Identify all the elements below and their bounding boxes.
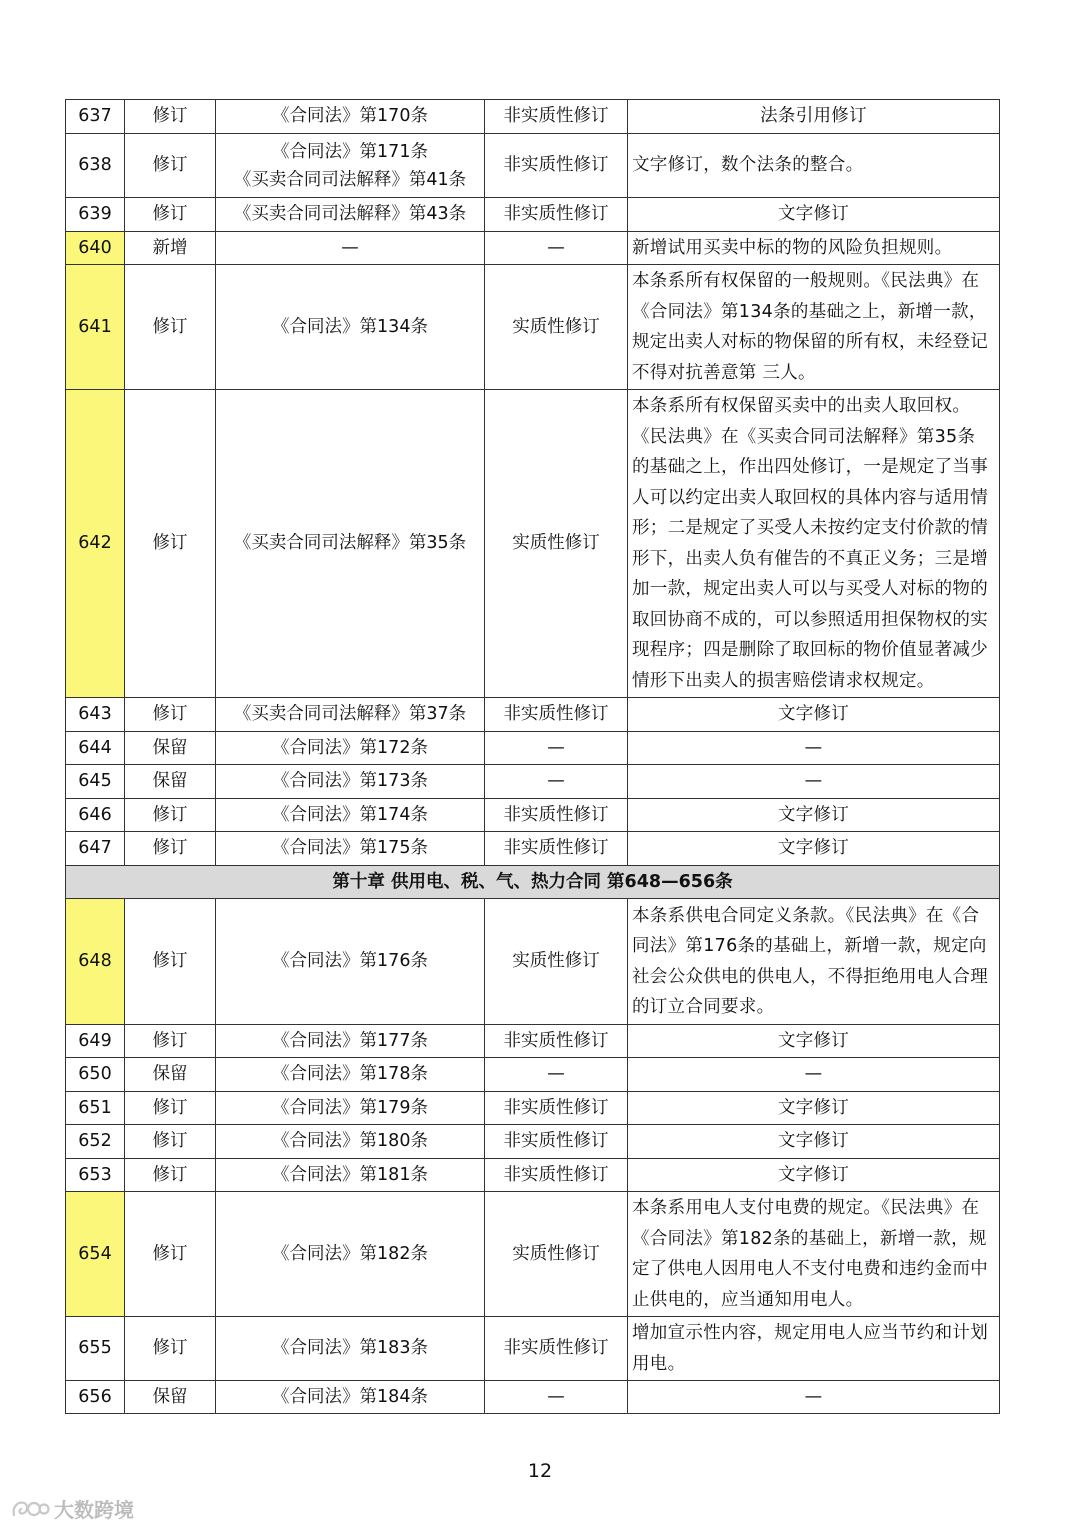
source-cell [216, 1381, 485, 1414]
action-cell: 新增 [125, 232, 216, 265]
description-line: 现程序；四是删除了取回标的物价值显著减少 [632, 640, 988, 660]
source-cell [216, 732, 485, 765]
table-row [66, 1092, 1000, 1125]
table-row [66, 698, 1000, 732]
table-row [66, 100, 1000, 134]
description-cell [628, 1317, 1000, 1381]
source-cell [216, 265, 485, 390]
description-line: 法条引用修订 [760, 106, 867, 127]
action-cell: 修订 [125, 899, 216, 1025]
description-line: 加一款，规定出卖人可以与买受人对标的物的 [632, 579, 988, 599]
table-row [66, 732, 1000, 765]
description-line: 文字修订 [777, 1030, 850, 1051]
description-line: — [804, 771, 823, 792]
description-line: 本条系供电合同定义条款。《民法典》在《合 [632, 905, 980, 926]
table-row [66, 1025, 1000, 1058]
law-comparison-table [65, 99, 1000, 1414]
article-number: 642 [66, 390, 125, 698]
source-cell [216, 1125, 485, 1159]
revision-type-cell: 非实质性修订 [485, 1125, 628, 1159]
table-row [66, 1317, 1000, 1381]
revision-type-cell: 非实质性修订 [485, 198, 628, 232]
description-cell [628, 1025, 1000, 1058]
description-line: 增加宣示性内容，规定用电人应当节约和计划 [632, 1323, 988, 1343]
description-line: 文字修订 [777, 204, 850, 225]
description-cell [628, 1159, 1000, 1192]
table-row [66, 134, 1000, 198]
description-line: 形下，出卖人负有催告的不真正义务；三是增 [632, 548, 988, 569]
table-row [66, 899, 1000, 1025]
table-row [66, 799, 1000, 832]
description-line: — [804, 737, 823, 758]
source-cell [216, 832, 485, 866]
article-number: 653 [66, 1159, 125, 1192]
table-body [66, 100, 1000, 1414]
description-line: 本条系用电人支付电费的规定。《民法典》在 [632, 1198, 980, 1218]
action-cell: 修订 [125, 265, 216, 390]
article-number: 650 [66, 1058, 125, 1092]
description-line: 不得对抗善意第 三人。 [632, 362, 816, 383]
source-line: 《合同法》第183条 [272, 1338, 428, 1359]
description-line: — [804, 1386, 823, 1407]
description-cell [628, 799, 1000, 832]
description-line: — [804, 1064, 823, 1085]
action-cell: 修订 [125, 832, 216, 866]
revision-type-cell: 非实质性修订 [485, 832, 628, 866]
source-line: 《合同法》第172条 [272, 737, 428, 758]
revision-type-cell: 实质性修订 [485, 1192, 628, 1317]
action-cell: 保留 [125, 765, 216, 799]
description-line: 规定出卖人对标的物保留的所有权，未经登记 [632, 332, 988, 352]
description-cell [628, 100, 1000, 134]
action-cell: 修订 [125, 390, 216, 698]
action-cell: 修订 [125, 1159, 216, 1192]
article-number: 651 [66, 1092, 125, 1125]
source-line: 《合同法》第173条 [272, 771, 428, 792]
source-cell [216, 390, 485, 698]
description-line: 《合同法》第182条的基础上，新增一款，规 [632, 1228, 987, 1249]
article-number: 646 [66, 799, 125, 832]
source-line: 《买卖合同司法解释》第41条 [233, 169, 467, 190]
description-line: 人可以约定出卖人取回权的具体内容与适用情 [632, 487, 988, 508]
action-cell: 修订 [125, 1025, 216, 1058]
source-line: 《合同法》第171条 [272, 141, 428, 162]
table-row [66, 1159, 1000, 1192]
description-line: 文字修订 [777, 1164, 850, 1185]
source-line: 《合同法》第134条 [272, 316, 428, 337]
table-row [66, 832, 1000, 866]
description-cell [628, 1125, 1000, 1159]
description-cell [628, 265, 1000, 390]
chapter-header-row [66, 866, 1000, 899]
article-number: 652 [66, 1125, 125, 1159]
article-number: 647 [66, 832, 125, 866]
revision-type-cell: 非实质性修订 [485, 799, 628, 832]
revision-type-cell: — [485, 232, 628, 265]
description-cell [628, 1058, 1000, 1092]
description-cell [628, 134, 1000, 198]
article-number: 638 [66, 134, 125, 198]
table-row [66, 232, 1000, 265]
revision-type-cell: — [485, 732, 628, 765]
source-line: 《合同法》第182条 [272, 1243, 428, 1264]
description-line: 取回协商不成的，可以参照适用担保物权的实 [632, 609, 988, 630]
article-number: 640 [66, 232, 125, 265]
action-cell: 保留 [125, 732, 216, 765]
source-cell [216, 765, 485, 799]
description-line: 止供电的，应当通知用电人。 [632, 1289, 864, 1310]
description-cell [628, 1092, 1000, 1125]
description-cell [628, 832, 1000, 866]
article-number: 648 [66, 899, 125, 1025]
source-cell [216, 198, 485, 232]
description-line: 的基础之上，作出四处修订，一是规定了当事 [632, 457, 988, 477]
description-cell [628, 390, 1000, 698]
description-cell [628, 198, 1000, 232]
action-cell: 修订 [125, 1125, 216, 1159]
revision-type-cell: 非实质性修订 [485, 1092, 628, 1125]
source-cell [216, 1025, 485, 1058]
source-cell [216, 1159, 485, 1192]
description-cell [628, 232, 1000, 265]
description-cell [628, 765, 1000, 799]
source-cell [216, 100, 485, 134]
description-line: 同法》第176条的基础上，新增一款，规定向 [632, 936, 987, 956]
description-cell [628, 899, 1000, 1025]
source-cell [216, 134, 485, 198]
description-line: 文字修订 [777, 838, 850, 859]
action-cell: 保留 [125, 1381, 216, 1414]
source-line: — [341, 237, 359, 258]
description-line: 文字修订 [777, 804, 850, 825]
revision-type-cell: 实质性修订 [485, 390, 628, 698]
source-line: 《合同法》第179条 [272, 1097, 428, 1118]
source-line: 《买卖合同司法解释》第43条 [233, 204, 467, 225]
revision-type-cell: 非实质性修订 [485, 1317, 628, 1381]
article-number: 645 [66, 765, 125, 799]
article-number: 644 [66, 732, 125, 765]
revision-type-cell: 非实质性修订 [485, 1159, 628, 1192]
description-line: 《合同法》第134条的基础之上，新增一款， [632, 301, 987, 322]
action-cell: 修订 [125, 1092, 216, 1125]
page-number: 12 [527, 1460, 553, 1482]
table-row [66, 1381, 1000, 1414]
source-line: 《合同法》第178条 [272, 1064, 428, 1085]
article-number: 641 [66, 265, 125, 390]
action-cell: 修订 [125, 198, 216, 232]
description-line: 文字修订 [777, 1131, 850, 1152]
article-number: 656 [66, 1381, 125, 1414]
description-line: 定了供电人因用电人不支付电费和违约金而中 [632, 1259, 988, 1279]
revision-type-cell: — [485, 1381, 628, 1414]
source-cell [216, 232, 485, 265]
description-line: 文字修订，数个法条的整合。 [632, 155, 864, 176]
action-cell: 修订 [125, 100, 216, 134]
source-line: 《合同法》第175条 [272, 838, 428, 859]
description-line: 本条系所有权保留买卖中的出卖人取回权。 [632, 396, 971, 416]
article-number: 649 [66, 1025, 125, 1058]
source-line: 《合同法》第181条 [272, 1164, 428, 1185]
action-cell: 修订 [125, 1192, 216, 1317]
table-row [66, 390, 1000, 698]
table-row [66, 765, 1000, 799]
watermark-text: 大数跨境 [54, 1498, 134, 1522]
source-line: 《合同法》第180条 [272, 1131, 428, 1152]
description-cell [628, 1192, 1000, 1317]
source-line: 《合同法》第177条 [272, 1030, 428, 1051]
revision-type-cell: 实质性修订 [485, 899, 628, 1025]
action-cell: 修订 [125, 799, 216, 832]
action-cell: 修订 [125, 134, 216, 198]
revision-type-cell: 非实质性修订 [485, 134, 628, 198]
article-number: 643 [66, 698, 125, 732]
brand-logo-icon [10, 1497, 50, 1521]
source-line: 《合同法》第176条 [272, 951, 428, 972]
description-cell [628, 732, 1000, 765]
source-cell [216, 1058, 485, 1092]
source-line: 《买卖合同司法解释》第37条 [233, 704, 467, 725]
description-line: 社会公众供电的供电人，不得拒绝用电人合理 [632, 966, 988, 987]
action-cell: 保留 [125, 1058, 216, 1092]
source-line: 《合同法》第174条 [272, 804, 428, 825]
article-number: 637 [66, 100, 125, 134]
revision-type-cell: — [485, 1058, 628, 1092]
source-line: 《合同法》第170条 [272, 106, 428, 127]
description-line: 情形下出卖人的损害赔偿请求权规定。 [632, 670, 935, 691]
watermark [10, 1494, 134, 1523]
source-cell [216, 899, 485, 1025]
table-row [66, 265, 1000, 390]
chapter-title: 第十章 供用电、税、气、热力合同 第648—656条 [66, 866, 1000, 899]
description-cell [628, 698, 1000, 732]
revision-type-cell: 非实质性修订 [485, 1025, 628, 1058]
description-line: 形；二是规定了买受人未按约定支付价款的情 [632, 518, 988, 538]
source-cell [216, 1092, 485, 1125]
description-line: 本条系所有权保留的一般规则。《民法典》在 [632, 271, 980, 291]
article-number: 639 [66, 198, 125, 232]
article-number: 654 [66, 1192, 125, 1317]
description-line: 《民法典》在《买卖合同司法解释》第35条 [632, 426, 976, 447]
source-cell [216, 698, 485, 732]
action-cell: 修订 [125, 698, 216, 732]
source-cell [216, 1317, 485, 1381]
description-line: 文字修订 [777, 704, 850, 725]
source-cell [216, 1192, 485, 1317]
action-cell: 修订 [125, 1317, 216, 1381]
description-line: 文字修订 [777, 1097, 850, 1118]
source-cell [216, 799, 485, 832]
description-line: 用电。 [632, 1353, 686, 1374]
description-cell [628, 1381, 1000, 1414]
description-line: 的订立合同要求。 [632, 997, 775, 1017]
table-row [66, 1192, 1000, 1317]
revision-type-cell: 非实质性修订 [485, 698, 628, 732]
source-line: 《买卖合同司法解释》第35条 [233, 533, 467, 554]
table-row [66, 198, 1000, 232]
revision-type-cell: 实质性修订 [485, 265, 628, 390]
table-row [66, 1058, 1000, 1092]
article-number: 655 [66, 1317, 125, 1381]
description-line: 新增试用买卖中标的物的风险负担规则。 [632, 237, 953, 258]
table-row [66, 1125, 1000, 1159]
revision-type-cell: — [485, 765, 628, 799]
revision-type-cell: 非实质性修订 [485, 100, 628, 134]
source-line: 《合同法》第184条 [272, 1386, 428, 1407]
